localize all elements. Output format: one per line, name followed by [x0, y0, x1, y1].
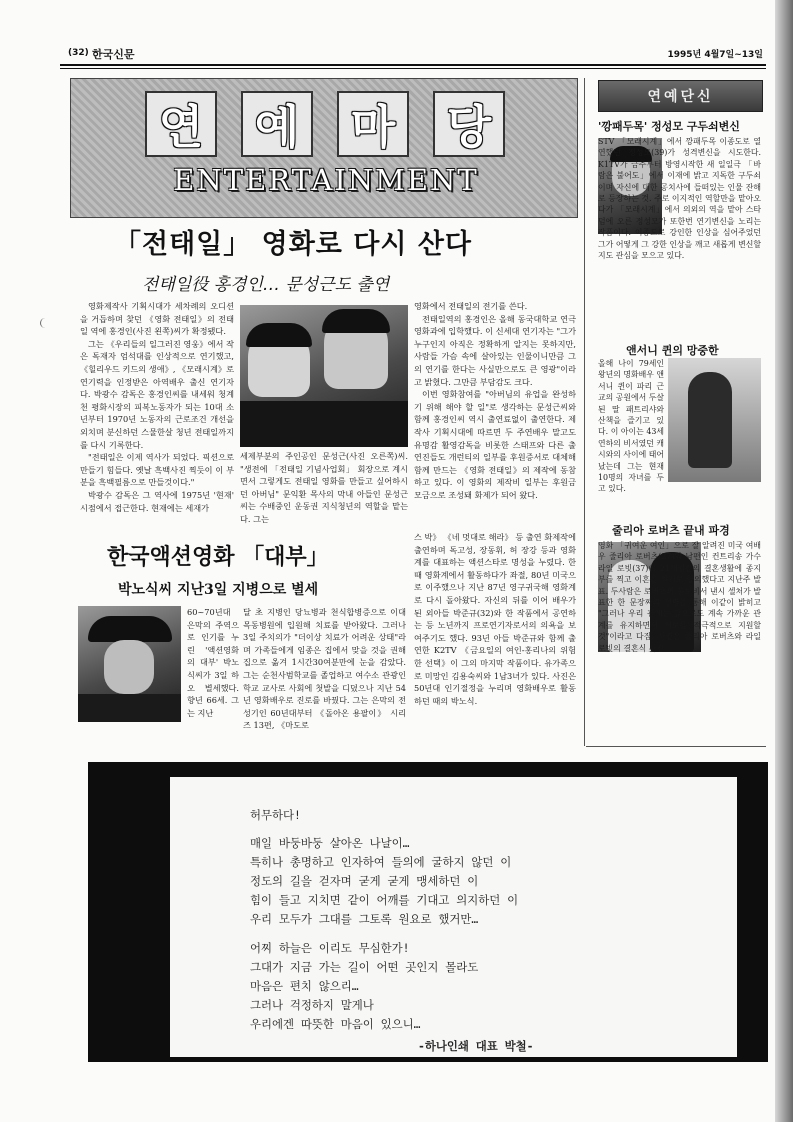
- paper-name: 한국신문: [92, 48, 135, 61]
- article1-caption: 세제부분의 주인공인 문성근(사진 오른쪽)씨. "생전에 「전태일 기념사업회」 회장으로 계시면서 그렇게도 전태일 영화를 만들고 싶어하시던 아버님" 문익환 목사의 막내 아들인 문성근씨는 수배중인 운동권 지식청년의 역할을 맡는다. 그는: [240, 451, 408, 524]
- poem-line: 우리에겐 따뜻한 마음이 있으니…: [250, 1017, 421, 1031]
- photo-figure: [688, 372, 732, 468]
- poem-signature: -하나인쇄 대표 박철-: [418, 1039, 534, 1053]
- sidebar-item-text-3: 영화 「귀여운 여인」으로 잘 알려진 미국 여배우 줄리아 로버츠(27)와 남편인 컨트리송 가수 라일 로빗(37)이 21개월간의 결혼생활에 종지부를 찍고 이혼을 하기로 합의했다고 지난주 발표. 두사람은 로버츠의 홍보비서 낸시 셀처가 발표한 한 문장짜리 성명을 통해 이같이 밝히고 "그러나 우리 관계는 앞으로도 계속 가까운 관계를 유지하면서 서로를 적극적으로 지원할 것"이라고 다짐. 사진은 줄리아 로버츠와 라일 로빗의 결혼식 사진.: [598, 541, 761, 653]
- poem-line: 힘이 들고 지치면 같이 어깨를 기대고 의지하던 이: [250, 893, 519, 907]
- article1-para: "전태일은 이제 역사가 되었다. 픽션으로 만들기 힘들다. 옛날 흑백사진 찍듯이 이 부분을 흑백필름으로 만들것이다.": [80, 452, 234, 488]
- article1-para: 그는 《우리들의 일그러진 영웅》에서 작은 독재자 엄석대를 인상적으로 연기했고, 《힐리우드 키드의 생애》, 《모래시계》로 연기력을 인정받은 아역배우 출신 연기자다. 박광수 감독은 홍경인씨를 내세워 청계천 평화시장의 피복노동자가 되는 10대 소년부터 1970년 노동자의 근로조건 개선을 외치며 분신하던 스물한살 청년 전태일까지를 다시 기록한다.: [80, 338, 234, 450]
- sidebar-item-title-1: '깡패두목' 정성모 구두쇠변신: [598, 120, 740, 133]
- article1-para: 영화에서 전태일의 전기를 쓴다.: [414, 301, 528, 311]
- poem-line: 매일 바둥바둥 살아온 나날이…: [250, 836, 410, 850]
- article1-para: 영화제작사 기획시대가 세차례의 오디션을 거듭하며 찾던 《영화 전태일》의 전태일 역에 홍경인(사진 왼쪽)씨가 확정됐다.: [80, 301, 234, 337]
- header-rule-thin: [60, 68, 766, 69]
- photo-collar: [78, 694, 181, 722]
- photo-hat: [88, 616, 172, 642]
- article1-para: 이번 영화참여를 "아버님의 유업을 완성하기 위해 해야 할 일"로 생각하는 문성근씨와 함께 홍경인씨 역시 출연료없이 출연한다. 제작사 기획시대에 따르면 두 주연배우 말고도 유명감 활영감독을 비롯한 스태프와 다른 출연진들도 개런티의 일부를 후원증서로 대체해 함께 만드는 《영화 전태일》의 제작에 동참하고 있다. 이 영화의 제작비 일부는 후원금 모금으로 조성돼 화제가 되어 왔다.: [414, 389, 576, 500]
- sidebar-item-title-2: 앤서니 퀸의 망중한: [626, 344, 719, 357]
- poem-line: 우리 모두가 그대를 그토록 원요로 했거만…: [250, 912, 479, 926]
- poem-line: 마음은 편치 않으리…: [250, 979, 359, 993]
- sidebar-item-text-2: 올해 나이 79세인 왕년의 명화배우 앤서니 퀸이 파리 근교의 공원에서 두살된 딸 패트리샤와 산책을 즐기고 있다. 이 아이는 43세 연하의 비서였던 캐시와의 사이에 태어났는데 그는 현재 10명의 자녀를 두고 있다.: [598, 359, 664, 494]
- poem-line: 그러나 걱정하지 말게나: [250, 998, 374, 1012]
- sidebar-photo-quinn: [668, 358, 761, 482]
- sidebar-item-text-1: STV 「모래시계」에서 깡패두목 이종도로 열연했던 정성모(39)가 성격변신을 시도한다. K1TV가 금주부터 방영시작한 새 일일극 「바람은 불어도」에서 이재에 밝고 지독한 구두쇠이며 자신에 대한 공치사에 들떠있는 인물 잔해로 등장하는 것. 주로 이지적인 역할만을 맡아오다가 「모래시계」에서 의외의 역을 맡아 스타덤에 오른 정성모가 또한번 연기변신을 노리는 작품이다. 이종도로 강인한 인상을 심어주었던 그가 어떻게 그 강한 인상을 깨고 새롭게 변신할지도 관심을 모으고 있다.: [598, 137, 761, 261]
- article2-column-2: 달 초 지병인 당뇨병과 천식합병증으로 이대 목동병원에 입원해 치료를 받아왔다. 그러나 3일 주치의가 "더이상 치료가 어려운 상태"라며 가족들에게 임종은 집에서 맞을 것을 권해 집으로 옮겨 1시간30여분만에 눈을 감았다. 그는 순천사범학교를 졸업하고 여수소 관광인학교 교사로 사회에 첫발을 디뎠으나 지난 54년 영화배우로 진로를 바꿨다. 그는 은막의 전성기인 60년대부터 《돌아온 용팔이》 시리즈 13편, 《마도로: [243, 607, 406, 731]
- article1-column-1: [80, 300, 234, 514]
- article1-subhead: 전태일役 홍경인… 문성근도 출연: [142, 275, 390, 295]
- photo-face: [104, 640, 154, 694]
- page-header: [60, 44, 765, 62]
- poem-line: 허무하다!: [250, 808, 301, 822]
- photo-bodies: [240, 401, 408, 447]
- poem-line: 정도의 길을 걷자며 굳게 굳게 맹세하던 이: [250, 874, 479, 888]
- photo-figure-left-hair: [246, 323, 312, 347]
- banner-char-4: 당: [433, 91, 505, 157]
- banner-subtitle: ENTERTAINMENT: [173, 163, 479, 197]
- page-number: (32): [68, 48, 89, 58]
- article1-para: 전태일역의 홍경인은 올해 동국대학교 연극영화과에 입학했다. 이 신세대 연기자는 "그가 누구인지 아직은 정확하게 알지는 못하지만, 사람들 가슴 속에 살아있는 인물이니만큼 그의 연기를 한다는 사실만으로도 큰 영광"이라고 밝혔다. 그만큼 부담감도 크다.: [414, 313, 576, 387]
- article1-photo: [240, 305, 408, 447]
- article1-column-3: [414, 300, 576, 502]
- photo-figure-right-hair: [322, 309, 390, 333]
- poem-line: 그대가 지금 가는 길이 어떤 곳인지 몰라도: [250, 960, 479, 974]
- article2-photo: [78, 606, 181, 722]
- poem-line: 특히나 총명하고 인자하여 들의에 굴하지 않던 이: [250, 855, 512, 869]
- sidebar-bottom-rule: [586, 746, 766, 747]
- sidebar-item-title-3: 줄리아 로버츠 끝내 파경: [612, 524, 730, 537]
- banner-char-1: 연: [145, 91, 217, 157]
- hole-punch-mark: [40, 318, 47, 328]
- article2-headline: 한국액션영화 「대부」: [107, 545, 329, 570]
- sidebar-header-title: 연예단신: [647, 89, 714, 105]
- memorial-box-side-strip: [88, 777, 170, 1057]
- banner-char-3: 마: [337, 91, 409, 157]
- page-edge: [775, 0, 793, 1122]
- entertainment-banner: [70, 78, 578, 218]
- issue-date: 1995년 4월7일~13일: [667, 50, 763, 60]
- article1-headline: 「전태일」 영화로 다시 산다: [114, 229, 473, 260]
- sidebar-header: [598, 80, 763, 112]
- header-rule: [60, 64, 766, 66]
- banner-char-2: 예: [241, 91, 313, 157]
- article2-column-1: 60~70년대 은막의 주역으로 인기를 누린 '액션영화의 대부' 박노식씨가 3일 하오 별세했다. 향년 66세. 그는 지난: [187, 607, 239, 718]
- column-divider: [584, 78, 585, 746]
- article2-column-3: 스 박》 《네 멋대로 해라》 등 출연 화제작에 출연하며 독고성, 장동휘, 허 장강 등과 영화계를 대표하는 액션스타로 명성을 누렸다. 한때 영화계에서 활동하다가 좌절, 80년 미국으로 이주했으나 지난 87년 영구귀국해 영화계로 다시 돌아왔다. 자신의 뒤를 이어 배우가 된 외아들 박준규(32)와 한 작품에서 공연하는 등 노년까지 프로연기자로서의 의욕을 보여주기도 했다. 93년 아들 박준규와 함께 출연한 K2TV 《금요일의 여인-홍리나의 위험한 선택》이 그의 마지막 작품이다. 유가족으로 미망인 김용숙씨와 1남3녀가 있다. 사진은 50년대 인기절정을 누리며 영화배우로 활동하던 때의 박노식.: [414, 532, 576, 706]
- article2-subhead: 박노식씨 지난3일 지병으로 별세: [118, 582, 319, 598]
- poem-line: 어찌 하늘은 이리도 무심한가!: [250, 941, 410, 955]
- article1-para: 박광수 감독은 그 역사에 1975년 '현재' 시점에서 접근한다. 현재에는 세재가: [80, 489, 234, 513]
